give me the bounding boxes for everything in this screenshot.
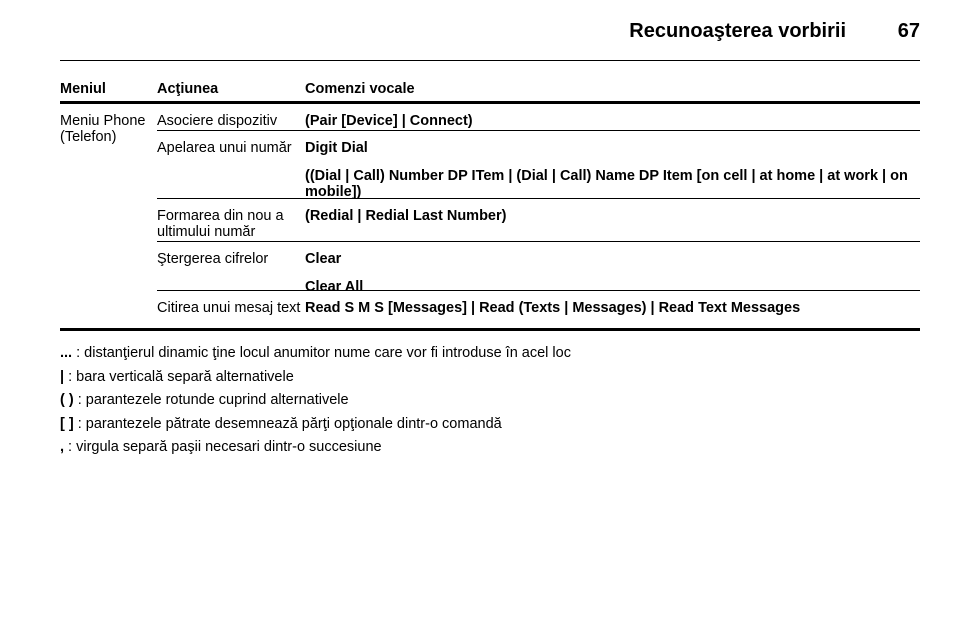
commands-cell (305, 208, 920, 224)
commands-cell (305, 300, 920, 316)
note-symbol: ... (60, 345, 73, 361)
command-text: ((Dial | Call) Number DP ITem | (Dial | Call) Name DP Item [on cell | at home | at work | on mobile]) (305, 168, 908, 200)
table-row (157, 104, 920, 131)
column-header-action: Acţiunea (157, 81, 219, 97)
legend-note (60, 344, 920, 368)
table-header (60, 81, 920, 104)
commands-cell (305, 251, 920, 295)
command-text: Clear All (305, 279, 364, 295)
command-text: Digit Dial (305, 140, 368, 156)
action-cell: Asociere dispozitiv (157, 113, 278, 129)
table-body (60, 104, 920, 334)
legend-note (60, 415, 920, 439)
note-text: : parantezele pătrate desemnează părţi opţionale dintr-o comandă (73, 415, 502, 432)
table-row (157, 131, 920, 199)
action-cell: Formarea din nou a ultimului număr (157, 208, 284, 240)
note-symbol: [ ] (60, 415, 74, 432)
commands-cell (305, 113, 920, 129)
action-cell: Citirea unui mesaj text (157, 300, 301, 316)
note-symbol: | (60, 368, 65, 385)
column-header-menu: Meniul (60, 81, 106, 97)
note-text: : virgula separă paşii necesari dintr-o succesiune (64, 439, 382, 455)
legend-notes (60, 344, 920, 462)
command-text: (Redial | Redial Last Number) (305, 208, 507, 224)
commands-cell (305, 140, 920, 200)
page-number: 67 (897, 20, 920, 42)
page-title: Recunoaşterea vorbirii (629, 20, 846, 42)
table-end-divider (60, 328, 920, 331)
note-text: : parantezele rotunde cuprind alternativele (73, 392, 349, 408)
command-text: Clear (305, 251, 342, 267)
legend-note (60, 391, 920, 415)
menu-cell: Meniu Phone (Telefon) (60, 113, 146, 145)
page-header (60, 18, 920, 48)
header-divider (60, 60, 920, 61)
voice-commands-table (60, 81, 920, 334)
legend-note (60, 438, 920, 462)
command-text: Read S M S [Messages] | Read (Texts | Messages) | Read Text Messages (305, 300, 801, 316)
action-cell: Ştergerea cifrelor (157, 251, 269, 267)
command-text: (Pair [Device] | Connect) (305, 113, 473, 129)
table-row (157, 199, 920, 242)
column-header-commands: Comenzi vocale (305, 81, 415, 97)
note-symbol: , (60, 439, 65, 455)
table-row (157, 242, 920, 295)
note-text: : bara verticală separă alternativele (64, 368, 294, 385)
action-cell: Apelarea unui număr (157, 140, 292, 156)
note-text: : distanţierul dinamic ţine locul anumitor nume care vor fi introduse în acel loc (72, 345, 571, 361)
legend-note (60, 368, 920, 392)
note-symbol: ( ) (60, 392, 74, 408)
